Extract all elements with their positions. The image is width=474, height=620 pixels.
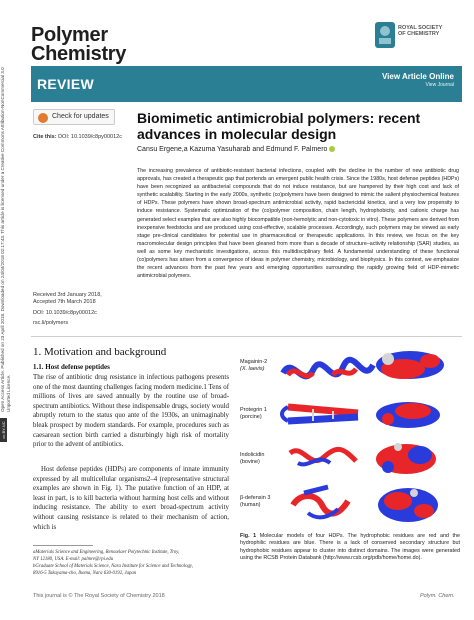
body-paragraph-2: Host defense peptides (HDPs) are components of innate immunity expressed by all multicellular organisms2–4 (representative structural examples are shown in Fig. 1). The putative function of an HDP, at least in part, is to kill bacteria without harming host cells and without inducing resistance. The ability to exert broad-spectrum activity without causing resistance is related to their mechanism of action, which is: [33, 466, 229, 531]
divider: [31, 336, 462, 337]
footnote-line: bGraduate School of Materials Science, Nara Institute for Science and Technology,: [33, 564, 193, 569]
footnote-line: NY 12180, USA. E-mail: palmre@rpi.edu: [33, 557, 114, 562]
orcid-icon[interactable]: [329, 146, 335, 152]
open-access-text: Open Access Article. Published on 23 April 2018. Downloaded on 24/04/2018 02:17:43. This article is licensed under a Creative Commons Attribution-NonCommercial 3.0 Unported Licence.: [0, 67, 11, 412]
peptide-name: Protegrin 1: [240, 407, 267, 413]
figure-caption: [240, 533, 460, 563]
section-label: REVIEW: [37, 76, 95, 92]
cc-license-badge[interactable]: cc BY-NC: [0, 418, 7, 442]
protegrin-ribbon: [282, 407, 358, 421]
open-access-note: [0, 62, 12, 442]
open-access-margin: [0, 62, 26, 442]
magainin-ribbon: [283, 360, 373, 377]
indolicidin-ribbon: [290, 449, 356, 464]
rsc-logo-line2: OF CHEMISTRY: [398, 31, 440, 37]
cite-doi[interactable]: DOI: 10.1039/c8py00012c: [58, 134, 122, 140]
rsc-logo: [372, 14, 458, 58]
journal-name-line2: Chemistry: [31, 43, 127, 65]
received-dates: [33, 292, 102, 317]
footnote-rule: [33, 545, 93, 546]
subsection-heading: 1.1. Host defense peptides: [33, 363, 110, 371]
peptide-name: β-defensin 3: [240, 495, 271, 501]
rsc-crest-icon: [372, 20, 398, 50]
received-date: Received 3rd January 2018,: [33, 292, 102, 298]
view-article-online-link[interactable]: View Article Online: [381, 72, 454, 81]
rsc-logo-line1: ROYAL SOCIETY: [398, 25, 443, 31]
peptide-source: (porcine): [240, 413, 262, 420]
rsc-logo-text: [398, 25, 442, 37]
peptide-source: (bovine): [240, 458, 260, 465]
refresh-icon: [38, 113, 48, 123]
check-updates-button[interactable]: [33, 109, 115, 125]
defensin-ribbon: [293, 487, 348, 517]
abstract: The increasing prevalence of antibiotic-resistant bacterial infections, coupled with the decline in the number of new antibiotic drug approvals, has created a therapeutic gap that portends an emergent public health crisis. Since the 1980s, host defense peptides (HDPs) have been recognized as antibacterial compounds that do not induce resistance, but are hampered by their high cost and lack of synthetic scalability. Starting in the early 2000s, synthetic (co)polymers have been designed to mimic the salient physiochemical features of HDPs. These polymers have shown broad-spectrum antimicrobial activity, rapid bactericidal kinetics, and a very low propensity to induce resistance. Systematic optimization of the (co)polymer composition, chain length, hydrophobicity, and cationic charge has generated select examples that are also highly biocompatible (non-hemolytic and non-cytotoxic in vitro). These polymers are derived from inexpensive feedstocks and are produced using cost-effective, scalable processes. Accordingly, such polymers may be viewed as early stage pre-clinical candidates for potential use in pharmaceutical or therapeutic applications. In this review, we focus on the key macromolecular design principles that have been gleaned from more than a decade of structure–activity relationship (SAR) studies, as well as some key mechanistic investigations, across this multidisciplinary field. A fundamental understanding of these functional (co)polymers has arisen from a convergence of ideas in polymer chemistry, microbiology, and biophysics. In this context, we emphasize the recent advances from the past few years and emerging opportunities surrounding the rapidly growing field of HDP-mimetic antimicrobial polymers.: [137, 168, 459, 280]
section-banner: [31, 66, 462, 102]
caption-text: Molecular models of four HDPs. The hydrophobic residues are red and the hydrophilic residues are blue. There is a lack of conserved secondary structure but hydrophobic residues appear to cluster into distinct domains. The images were generated using the RCSB Protein Databank (http://www.rcsb.org/pdb/home/home.do).: [240, 533, 460, 562]
article-title: Biomimetic antimicrobial polymers: recent advances in molecular design: [137, 110, 421, 142]
magainin-spacefill: [376, 351, 444, 379]
protegrin-spacefill: [376, 402, 440, 428]
view-journal-link[interactable]: View Journal: [425, 82, 454, 88]
author-list: Cansu Ergene,a Kazuma Yasuharab and Edmund F. Palmero: [137, 146, 328, 153]
footer-journal: Polym. Chem.: [420, 593, 455, 599]
peptide-source: (human): [240, 501, 261, 508]
defensin-spacefill: [378, 488, 438, 522]
journal-name-line1: Polymer: [31, 24, 108, 46]
journal-name: [31, 26, 126, 64]
doi-short[interactable]: DOI: 10.1039/c8py00012c: [33, 310, 97, 316]
caption-label: Fig. 1: [240, 533, 257, 539]
peptide-name: Indolicidin: [240, 452, 265, 458]
body-paragraph-1: The rise of antibiotic drug resistance in infectious pathogens presents one of the most daunting challenges facing modern medicine.1 Tens of millions of lives are saved annually by the routine use of broad-spectrum antibiotics. Without these indispensable drugs, society would abruptly return to the status quo ante of the 1930s, an unimaginably bleak prospect by modern standards. For example, procedures such as caesarean section birth carried a disturbingly high risk of mortality prior to the advent of antibiotics.: [33, 374, 229, 449]
check-updates-label: Check for updates: [52, 113, 109, 120]
authors: [137, 146, 335, 153]
cite-label: Cite this:: [33, 134, 57, 140]
peptide-source: (X. laevis): [240, 365, 265, 372]
section-heading: 1. Motivation and background: [33, 346, 167, 358]
affiliations: [33, 549, 229, 577]
footnote-line: 8916-5 Takayama-cho, Ikoma, Nara 630-0192, Japan: [33, 571, 137, 576]
figure-1: [238, 345, 460, 525]
journal-url[interactable]: rsc.li/polymers: [33, 320, 69, 326]
accepted-date: Accepted 7th March 2018: [33, 299, 96, 305]
citation: [33, 134, 122, 140]
footnote-line: aMaterials Science and Engineering, Rensselaer Polytechnic Institute, Troy,: [33, 550, 180, 555]
indolicidin-spacefill: [376, 443, 436, 474]
hdp-molecular-models: [238, 345, 460, 525]
footer-copyright: This journal is © The Royal Society of Chemistry 2018: [33, 593, 165, 599]
peptide-name: Magainin-2: [240, 359, 268, 365]
view-links: [382, 72, 454, 88]
